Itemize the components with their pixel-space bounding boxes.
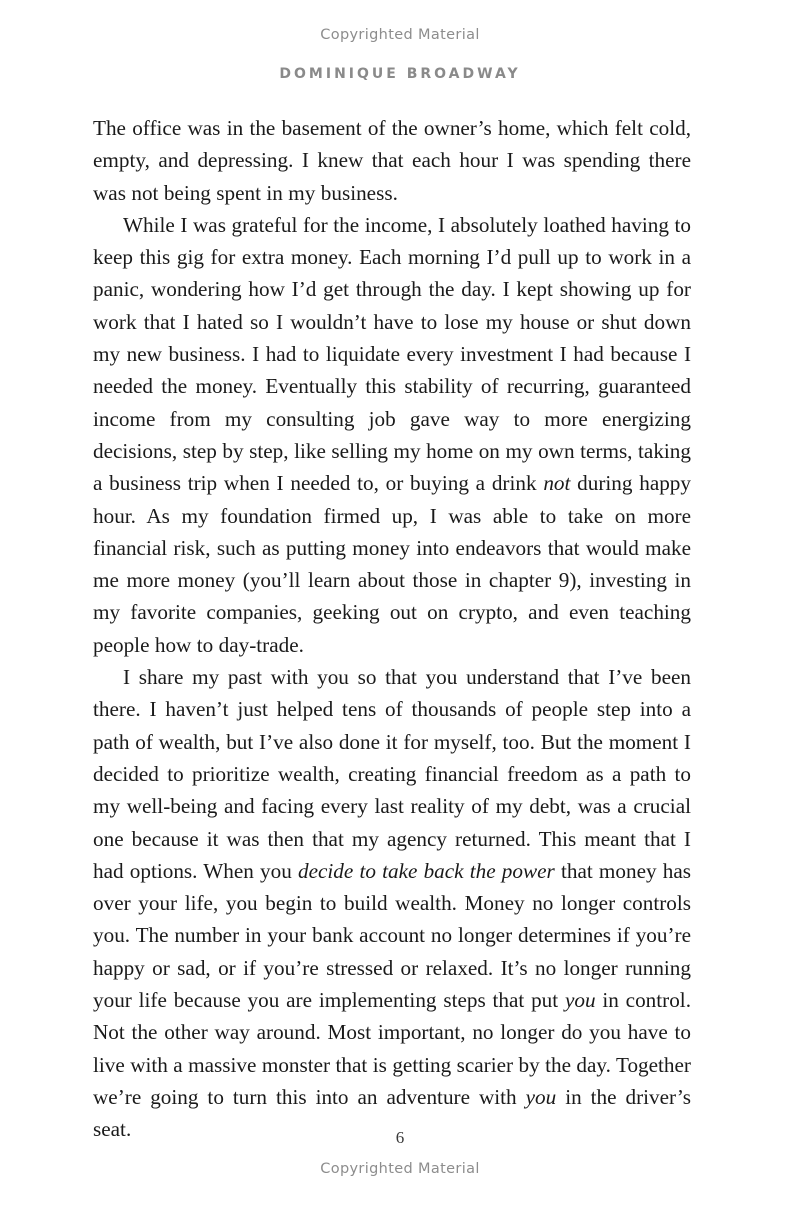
copyright-watermark-top: Copyrighted Material xyxy=(320,27,480,43)
running-head-author: DOMINIQUE BROADWAY xyxy=(279,66,521,82)
body-text: in control. Not the other way around. Most important, no longer do you have to live with a massive monster that is getting scarier by the day. Together we’re going to turn this into an adventure with xyxy=(93,988,691,1109)
body-text: during happy hour. As my foundation firmed up, I was able to take on more financial risk, such as putting money into endeavors that would make me more money (you’ll learn about those in chapter 9), investing in my favorite companies, geeking out on crypto, and even teaching people how to day-trade. xyxy=(93,471,691,657)
page-number: 6 xyxy=(395,1128,405,1147)
emphasis-text: you xyxy=(525,1084,557,1109)
body-text: I share my past with you so that you understand that I’ve been there. I haven’t just helped tens of thousands of people step into a path of wealth, but I’ve also done it for myself, too. But the moment I decided to prioritize wealth, creating financial freedom as a path to my well-being and facing every last reality of my debt, was a crucial one because it was then that my agency returned. This meant that I had options. When you xyxy=(93,665,691,883)
paragraph xyxy=(93,661,691,1145)
paragraph xyxy=(93,112,691,209)
body-text: While I was grateful for the income, I absolutely loathed having to keep this gig for extra money. Each morning I’d pull up to work in a panic, wondering how I’d get through the day. I kept showing up for work that I hated so I wouldn’t have to lose my house or shut down my new business. I had to liquidate every investment I had because I needed the money. Eventually this stability of recurring, guaranteed income from my consulting job gave way to more energizing decisions, step by step, like selling my home on my own terms, taking a business trip when I needed to, or buying a drink xyxy=(93,212,691,496)
body-text-block xyxy=(93,112,691,1146)
emphasis-text: decide to take back the power xyxy=(297,858,555,883)
emphasis-text: you xyxy=(564,988,596,1013)
body-text: that money has over your life, you begin to build wealth. Money no longer controls you. The number in your bank account no longer determines if you’re happy or sad, or if you’re stressed or relaxed. It’s no longer running your life because you are implementing steps that put xyxy=(93,858,691,1013)
body-text: in the driver’s seat. xyxy=(93,1084,692,1142)
copyright-watermark-bottom: Copyrighted Material xyxy=(320,1161,480,1177)
emphasis-text: not xyxy=(543,471,571,496)
paragraph xyxy=(93,209,691,661)
body-text: The office was in the basement of the owner’s home, which felt cold, empty, and depressing. I knew that each hour I was spending there was not being spent in my business. xyxy=(93,116,691,205)
